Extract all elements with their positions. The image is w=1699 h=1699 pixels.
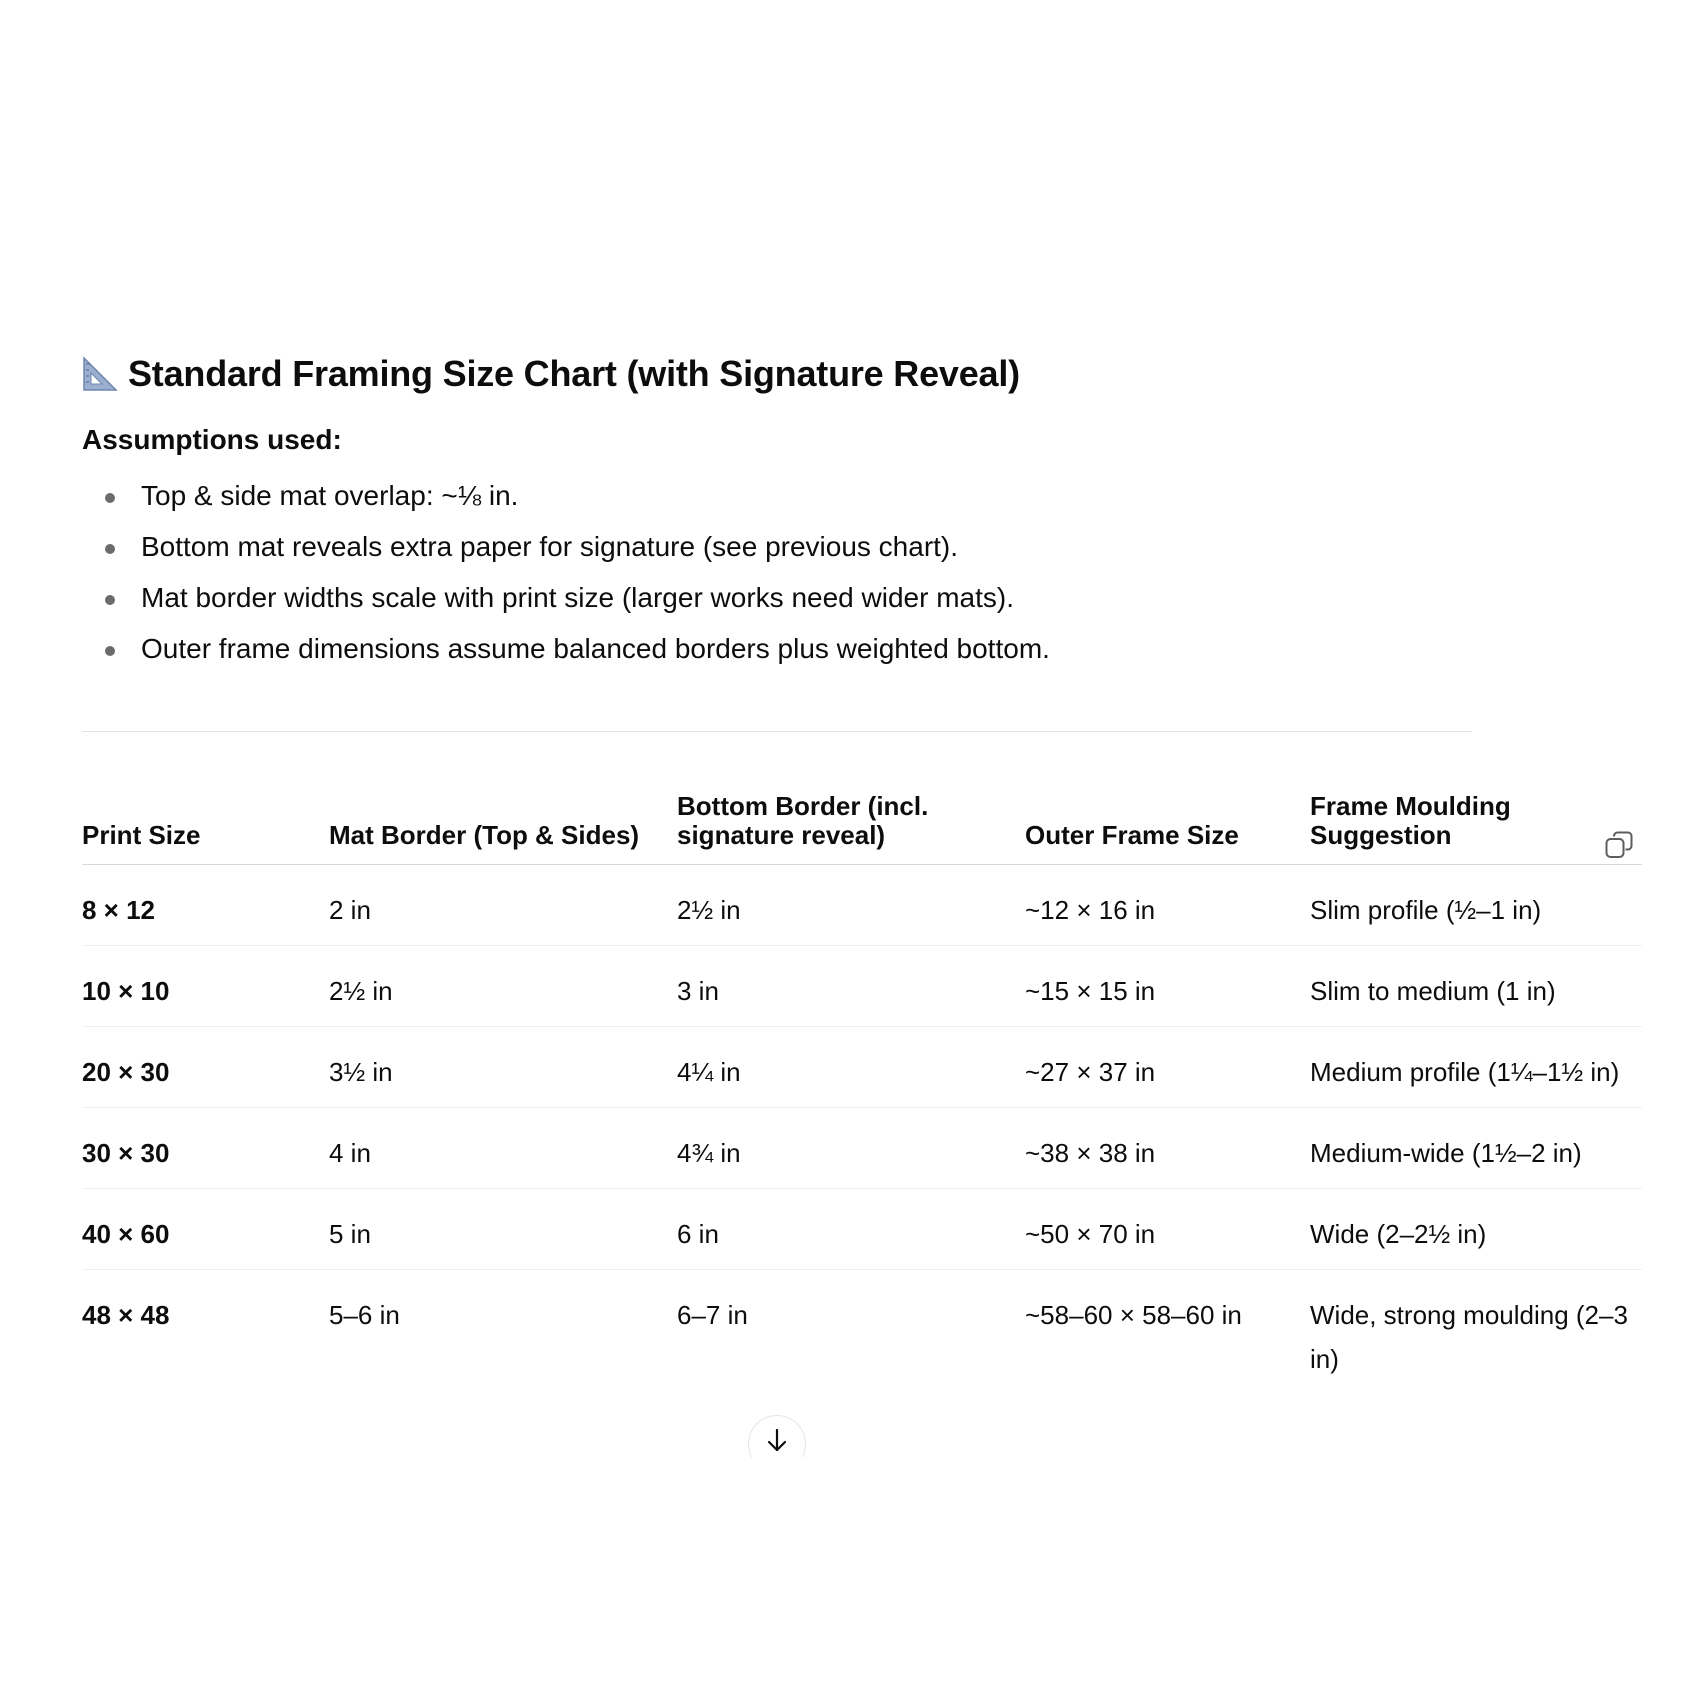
list-item (82, 529, 1642, 580)
column-header: Bottom Border (incl. signature reveal) (677, 792, 1025, 865)
table-row (82, 1189, 1642, 1270)
table-cell: 8 × 12 (82, 865, 329, 946)
table-header-row (82, 792, 1642, 865)
table-cell: Medium profile (1¼–1½ in) (1310, 1027, 1642, 1108)
table-cell: Wide, strong moulding (2–3 in) (1310, 1300, 1628, 1374)
table-cell: ~15 × 15 in (1025, 946, 1310, 1027)
copy-icon (1604, 830, 1634, 860)
column-header: Mat Border (Top & Sides) (329, 792, 677, 865)
bullet-dot (105, 544, 115, 554)
table-cell: 2½ in (329, 946, 677, 1027)
table-cell: Slim to medium (1 in) (1310, 946, 1642, 1027)
section-heading (82, 350, 1642, 398)
table-cell: Medium-wide (1½–2 in) (1310, 1108, 1642, 1189)
table-row (82, 1108, 1642, 1189)
framing-size-table (82, 792, 1642, 1381)
table-cell: ~27 × 37 in (1025, 1027, 1310, 1108)
table-cell: 6–7 in (677, 1300, 748, 1330)
table-cell: 4¾ in (677, 1108, 1025, 1189)
table-cell: 3 in (677, 946, 1025, 1027)
list-item (82, 580, 1642, 631)
assumptions-list (82, 478, 1642, 682)
table-cell: Slim profile (½–1 in) (1310, 865, 1642, 946)
table-cell: 6 in (677, 1189, 1025, 1270)
table-cell: 3½ in (329, 1027, 677, 1108)
divider (82, 731, 1472, 732)
table-cell: ~38 × 38 in (1025, 1108, 1310, 1189)
table-container (82, 792, 1642, 1381)
table-cell: 5–6 in (329, 1300, 400, 1330)
table-cell: 10 × 10 (82, 946, 329, 1027)
triangular-ruler-icon (82, 356, 118, 392)
arrow-down-icon (765, 1427, 789, 1453)
bullet-dot (105, 646, 115, 656)
table-cell: 4¼ in (677, 1027, 1025, 1108)
assumptions-label: Assumptions used: (82, 424, 342, 455)
bullet-dot (105, 595, 115, 605)
table-cell: 20 × 30 (82, 1027, 329, 1108)
table-cell: ~12 × 16 in (1025, 865, 1310, 946)
table-cell: 5 in (329, 1189, 677, 1270)
scroll-to-bottom-button[interactable] (748, 1415, 806, 1457)
list-item-text: Top & side mat overlap: ~⅛ in. (141, 480, 519, 511)
table-cell: 2 in (329, 865, 677, 946)
column-header: Outer Frame Size (1025, 792, 1310, 865)
column-header: Print Size (82, 792, 329, 865)
table-row (82, 1270, 1642, 1382)
copy-table-button[interactable] (1604, 830, 1634, 860)
table-cell: Wide (2–2½ in) (1310, 1189, 1642, 1270)
table-cell: 48 × 48 (82, 1300, 170, 1330)
table-row (82, 946, 1642, 1027)
table-cell: ~50 × 70 in (1025, 1189, 1310, 1270)
list-item-text: Mat border widths scale with print size (larger works need wider mats). (141, 582, 1014, 613)
section-title: Standard Framing Size Chart (with Signature Reveal) (128, 353, 1020, 394)
table-row (82, 865, 1642, 946)
list-item-text: Bottom mat reveals extra paper for signature (see previous chart). (141, 531, 959, 562)
column-header: Frame Moulding Suggestion (1310, 792, 1642, 865)
table-cell: 4 in (329, 1108, 677, 1189)
table-row (82, 1027, 1642, 1108)
table-cell: 40 × 60 (82, 1189, 329, 1270)
list-item (82, 631, 1642, 682)
list-item (82, 478, 1642, 529)
list-item-text: Outer frame dimensions assume balanced borders plus weighted bottom. (141, 633, 1050, 664)
bullet-dot (105, 493, 115, 503)
table-cell: ~58–60 × 58–60 in (1025, 1300, 1242, 1330)
table-cell: 2½ in (677, 865, 1025, 946)
table-cell: 30 × 30 (82, 1108, 329, 1189)
message-content (82, 350, 1642, 1381)
